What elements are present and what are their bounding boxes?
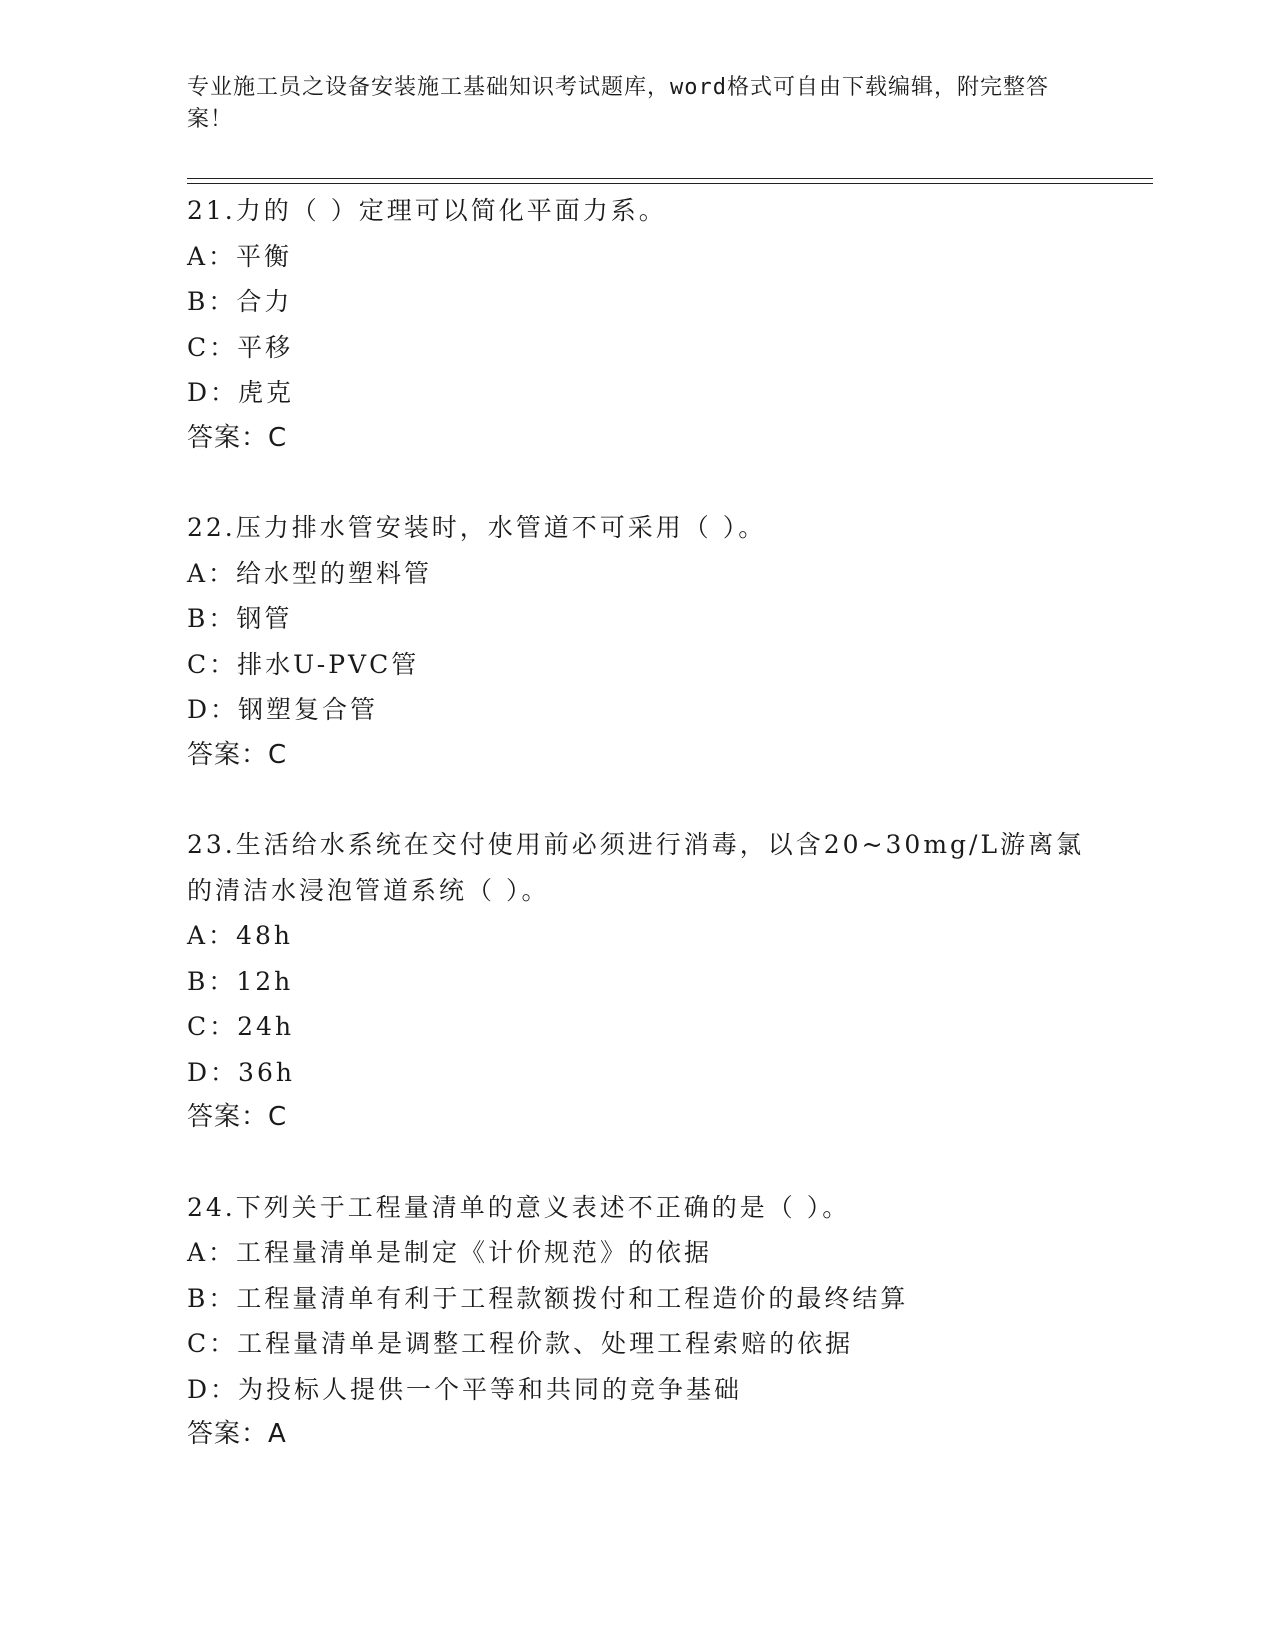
option-c: C：平移 xyxy=(187,332,294,362)
question-stem: 24.下列关于工程量清单的意义表述不正确的是（ ）。 xyxy=(187,1192,851,1222)
option-d: D：钢塑复合管 xyxy=(187,695,379,724)
option-a: A：给水型的塑料管 xyxy=(187,558,433,588)
option-b: B：12h xyxy=(187,966,294,996)
option-b: B：合力 xyxy=(187,287,293,316)
answer-label: 答案：C xyxy=(187,422,288,453)
question-stem: 23.生活给水系统在交付使用前必须进行消毒，以含20~30mg/L游离氯的清洁水浸泡管道系统（ ）。 xyxy=(187,830,1085,905)
answer-label: 答案：C xyxy=(187,1102,288,1132)
option-a: A：48h xyxy=(187,921,293,950)
option-a: A：工程量清单是制定《计价规范》的依据 xyxy=(187,1238,713,1267)
question-24 xyxy=(187,1185,1107,1458)
question-21 xyxy=(187,188,1107,461)
option-c: C：工程量清单是调整工程价款、处理工程索赔的依据 xyxy=(187,1329,854,1358)
question-stem: 22.压力排水管安装时，水管道不可采用（ ）。 xyxy=(187,513,767,542)
option-c: C：24h xyxy=(187,1012,295,1041)
question-22 xyxy=(187,505,1107,778)
header-divider-bottom xyxy=(187,183,1153,184)
option-c: C：排水U-PVC管 xyxy=(187,649,420,679)
document-header: 专业施工员之设备安装施工基础知识考试题库，word格式可自由下载编辑，附完整答案！ xyxy=(187,75,1049,132)
question-23 xyxy=(187,822,1107,1141)
option-a: A：平衡 xyxy=(187,241,293,271)
option-d: D：36h xyxy=(187,1057,295,1087)
option-b: B：钢管 xyxy=(187,604,293,633)
question-stem: 21.力的（ ）定理可以简化平面力系。 xyxy=(187,196,667,225)
answer-label: 答案：A xyxy=(187,1419,287,1449)
question-list xyxy=(187,188,1107,1502)
option-d: D：为投标人提供一个平等和共同的竞争基础 xyxy=(187,1374,743,1404)
header-divider-top xyxy=(187,178,1153,179)
option-b: B：工程量清单有利于工程款额拨付和工程造价的最终结算 xyxy=(187,1283,909,1313)
answer-label: 答案：C xyxy=(187,739,288,770)
option-d: D：虎克 xyxy=(187,378,295,407)
